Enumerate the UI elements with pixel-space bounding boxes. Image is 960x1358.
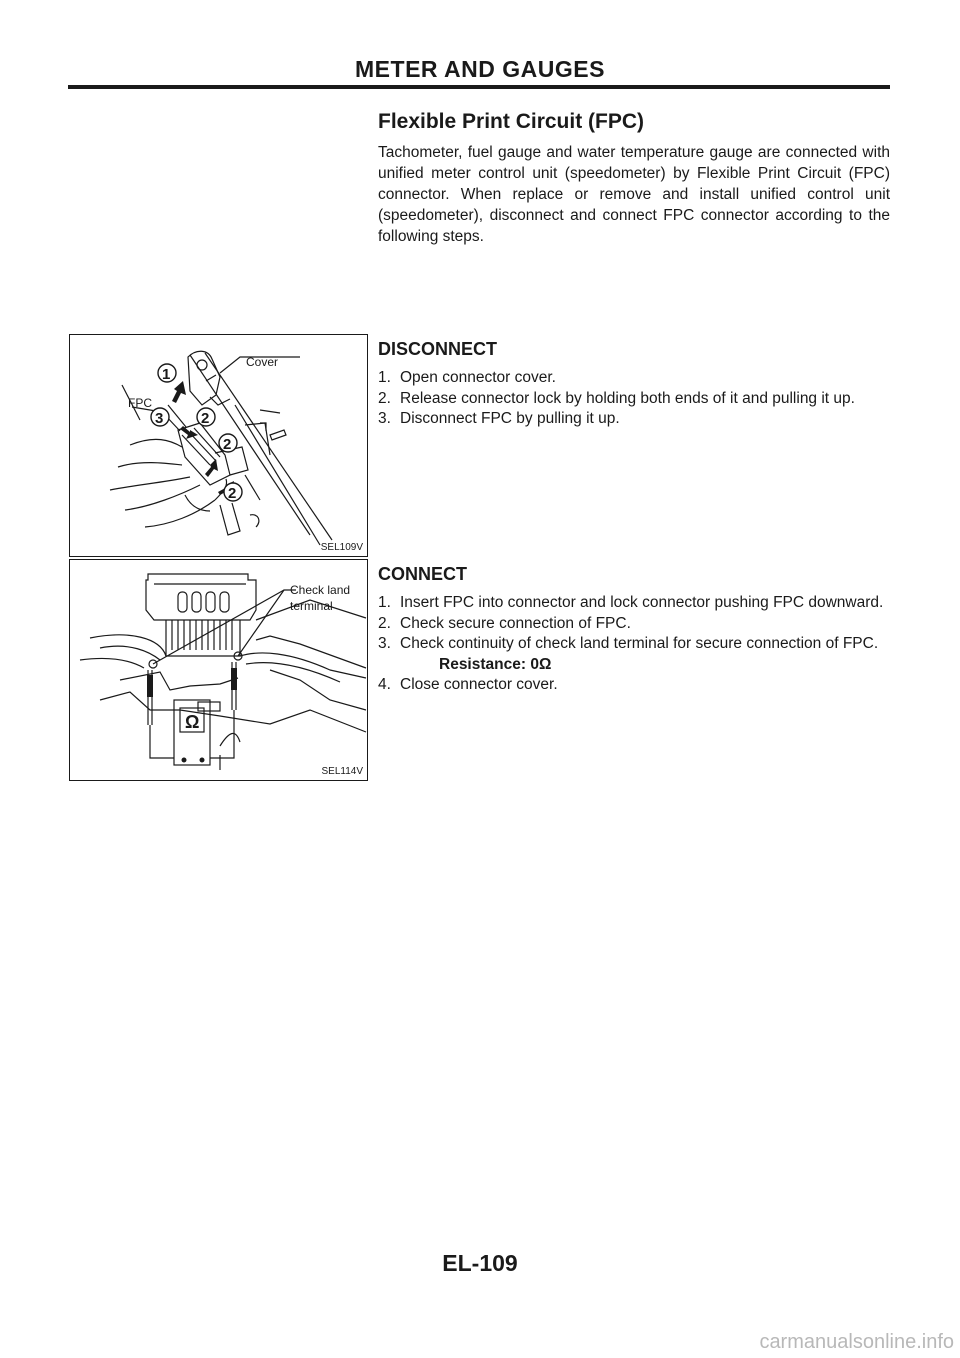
connect-title: CONNECT [378, 564, 467, 584]
page-header-title: METER AND GAUGES [355, 56, 605, 82]
label-check-land-1: Check land [290, 583, 351, 597]
list-item: 3. Disconnect FPC by pulling it up. [378, 410, 620, 427]
label-fpc: FPC [128, 396, 152, 410]
list-item: 1. Insert FPC into connector and lock connector pushing FPC downward. [378, 594, 884, 611]
list-item: 4. Close connector cover. [378, 676, 558, 693]
list-item: 1. Open connector cover. [378, 369, 556, 386]
connect-illustration [70, 560, 367, 780]
list-item: 2. Release connector lock by holding both ends of it and pulling it up. [378, 389, 855, 407]
watermark: carmanualsonline.info [759, 1331, 954, 1353]
header-rule [68, 85, 890, 89]
label-cover: Cover [246, 355, 279, 369]
ohm-symbol: Ω [185, 712, 200, 732]
list-item: 2. Check secure connection of FPC. [378, 614, 631, 632]
disconnect-figure [69, 334, 368, 557]
callout-2c: 2 [228, 485, 237, 502]
callout-2b: 2 [223, 436, 232, 453]
figure-code: SEL114V [321, 766, 363, 777]
connect-steps [378, 593, 890, 696]
disconnect-illustration [70, 335, 367, 556]
callout-2a: 2 [201, 410, 210, 427]
label-check-land-2: terminal [290, 599, 333, 613]
disconnect-steps [378, 368, 890, 430]
callout-3: 3 [155, 410, 164, 427]
resistance-spec: Resistance: 0Ω [439, 655, 552, 673]
figure-code: SEL109V [320, 542, 363, 553]
connect-figure [69, 559, 368, 781]
page-number: EL-109 [442, 1250, 518, 1276]
callout-1: 1 [162, 366, 171, 383]
section-title: Flexible Print Circuit (FPC) [378, 110, 645, 133]
disconnect-title: DISCONNECT [378, 339, 498, 359]
list-item: 3. Check continuity of check land terminal for secure connection of FPC. [378, 635, 879, 652]
intro-paragraph: Tachometer, fuel gauge and water temperature gauge are connected with unified meter control unit (speedometer) by Flexible Print Circuit (FPC) connector. When replace or remove and install unified control unit (speedometer), disconnect and connect FPC connector according to the following steps. [378, 144, 890, 245]
